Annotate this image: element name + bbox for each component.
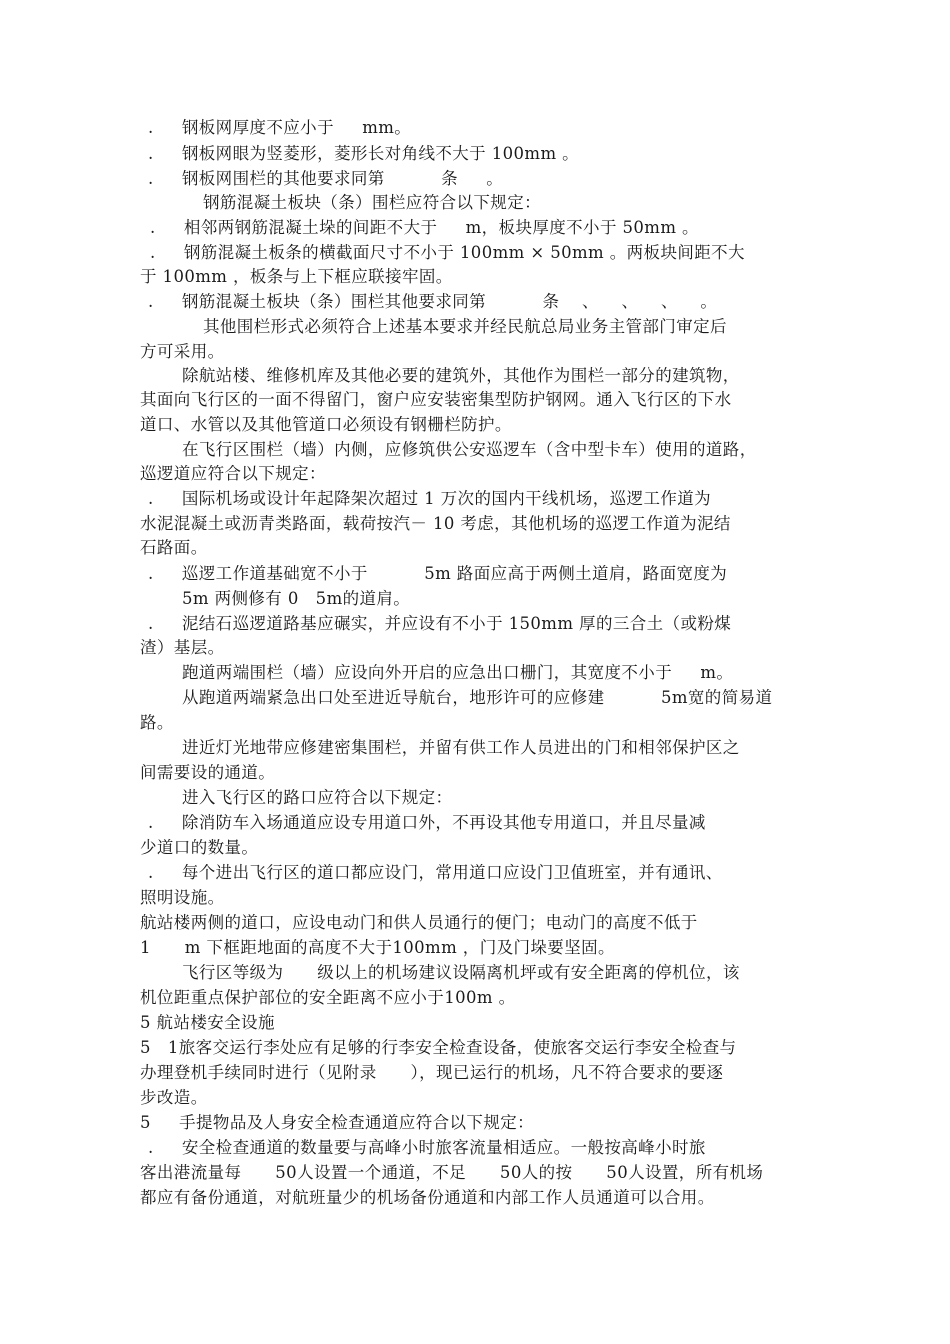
text-line: . 除消防车入场通道应设专用道口外，不再设其他专用道口，并且尽量减 [148,813,706,832]
text-line: 机位距重点保护部位的安全距离不应小于100m 。 [140,988,516,1007]
section-heading: 5 航站楼安全设施 [140,1013,275,1032]
text-line: 5 1旅客交运行李处应有足够的行李安全检查设备，使旅客交运行李安全检查与 [140,1038,737,1057]
text-line: 路。 [140,713,174,732]
text-line: 水泥混凝土或沥青类路面，载荷按汽－ 10 考虑，其他机场的巡逻工作道为泥结 [140,514,731,533]
text-line: . 钢板网厚度不应小于 mm。 [148,118,412,137]
text-line: 1 m 下框距地面的高度不大于100mm ，门及门垛要坚固。 [140,938,615,957]
text-line: 照明设施。 [140,888,225,907]
text-line: . 泥结石巡逻道路基应碾实，并应设有不小于 150mm 厚的三合土（或粉煤 [148,614,732,633]
text-line: 进入飞行区的路口应符合以下规定： [182,788,453,807]
text-line: 少道口的数量。 [140,838,259,857]
text-line: 5 手提物品及人身安全检查通道应符合以下规定： [140,1113,535,1132]
text-line: 石路面。 [140,538,208,557]
text-line: . 钢板网围栏的其他要求同第 条 。 [148,169,504,188]
text-line: 5m 两侧修有 0 5m的道肩。 [182,589,411,608]
text-line: 办理登机手续同时进行（见附录 ），现已运行的机场，凡不符合要求的要逐 [140,1063,724,1082]
text-line: . 安全检查通道的数量要与高峰小时旅客流量相适应。一般按高峰小时旅 [148,1138,706,1157]
text-line: 客出港流量每 50人设置一个通道，不足 50人的按 50人设置，所有机场 [140,1163,764,1182]
text-line: . 钢板网眼为竖菱形，菱形长对角线不大于 100mm 。 [148,144,580,163]
text-line: 步改造。 [140,1088,208,1107]
text-line: 除航站楼、维修机库及其他必要的建筑外，其他作为围栏一部分的建筑物， [182,366,740,385]
text-line: . 钢筋混凝土板条的横截面尺寸不小于 100mm × 50mm 。两板块间距不大 [150,243,745,262]
text-line: . 国际机场或设计年起降架次超过 1 万次的国内干线机场，巡逻工作道为 [148,489,712,508]
text-line: . 相邻两钢筋混凝土垛的间距不大于 m，板块厚度不小于 50mm 。 [150,218,699,237]
text-line: 跑道两端围栏（墙）应设向外开启的应急出口栅门，其宽度不小于 m。 [182,663,734,682]
text-line: 钢筋混凝土板块（条）围栏应符合以下规定： [203,193,541,212]
text-line: 道口、水管以及其他管道口必须设有钢栅栏防护。 [140,415,512,434]
text-line: 渣）基层。 [140,638,225,657]
text-line: . 巡逻工作道基础宽不小于 5m 路面应高于两侧土道肩，路面宽度为 [148,564,728,583]
text-line: 飞行区等级为 级以上的机场建议设隔离机坪或有安全距离的停机位，该 [182,963,740,982]
text-line: 从跑道两端紧急出口处至进近导航台，地形许可的应修建 5m宽的简易道 [182,688,773,707]
text-line: 方可采用。 [140,342,225,361]
text-line: . 每个进出飞行区的道口都应设门，常用道口应设门卫值班室，并有通讯、 [148,863,723,882]
text-line: 于 100mm ，板条与上下框应联接牢固。 [140,267,453,286]
text-line: 在飞行区围栏（墙）内侧，应修筑供公安巡逻车（含中型卡车）使用的道路， [182,440,757,459]
text-line: 航站楼两侧的道口，应设电动门和供人员通行的便门；电动门的高度不低于 [140,913,698,932]
text-line: 其他围栏形式必须符合上述基本要求并经民航总局业务主管部门审定后 [203,317,727,336]
text-line: 其面向飞行区的一面不得留门，窗户应安装密集型防护钢网。通入飞行区的下水 [140,390,732,409]
text-line: 间需要设的通道。 [140,763,276,782]
text-line: 巡逻道应符合以下规定： [140,464,326,483]
text-line: 进近灯光地带应修建密集围栏，并留有供工作人员进出的门和相邻保护区之 [182,738,740,757]
text-line: . 钢筋混凝土板块（条）围栏其他要求同第 条 、 、 、 。 [148,292,718,311]
text-line: 都应有备份通道，对航班量少的机场备份通道和内部工作人员通道可以合用。 [140,1188,715,1207]
